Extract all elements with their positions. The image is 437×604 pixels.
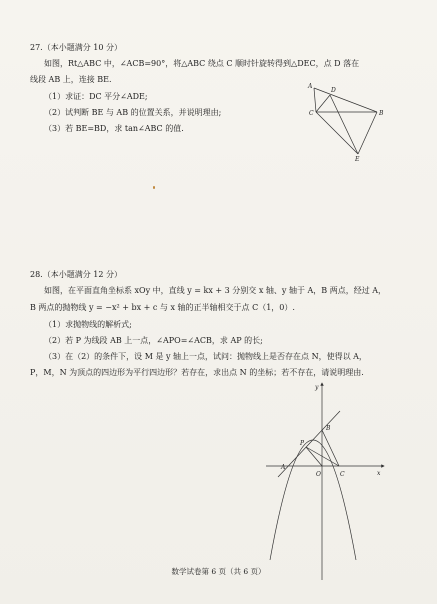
- q28-intro-line-1: 如图，在平面直角坐标系 xOy 中，直线 y = kx + 3 分别交 x 轴、y 轴于 A，B 两点，经过 A，: [44, 286, 387, 295]
- label-c: C: [340, 471, 345, 478]
- label-o: O: [316, 471, 321, 478]
- q28-part-3-cont: P，M，N 为顶点的四边形为平行四边形？若存在，求出点 N 的坐标；若不存在，请说明理由.: [30, 368, 364, 377]
- q28-part-1: （1）求抛物线的解析式;: [44, 320, 132, 329]
- label-e: E: [355, 156, 360, 163]
- label-y: y: [315, 384, 319, 391]
- q28-part-2: （2）若 P 为线段 AB 上一点，∠APO=∠ACB，求 AP 的长;: [44, 336, 263, 345]
- q28-intro-line-2: B 两点的抛物线 y = −x² + bx + c 与 x 轴的正半轴相交于点 C（1，0）.: [30, 303, 295, 312]
- label-b: B: [379, 110, 384, 117]
- label-a: A: [308, 83, 313, 90]
- label-a: A: [281, 464, 286, 471]
- q28-part-3: （3）在（2）的条件下，设 M 是 y 轴上一点，试问：抛物线上是否存在点 N，使得以 A，: [44, 352, 367, 361]
- label-c: C: [309, 110, 314, 117]
- q27-part-2: （2）试判断 BE 与 AB 的位置关系，并说明理由;: [44, 108, 222, 117]
- label-d: D: [331, 87, 336, 94]
- q27-part-1: （1）求证：DC 平分∠ADE;: [44, 92, 148, 101]
- page-footer: 数学试卷第 6 页（共 6 页）: [171, 567, 266, 576]
- q27-intro-line-2: 线段 AB 上，连接 BE.: [30, 75, 112, 84]
- q27-part-3: （3）若 BE=BD，求 tan∠ABC 的值.: [44, 124, 184, 133]
- segment-pc: [306, 447, 339, 466]
- q27-header: 27.（本小题满分 10 分）: [30, 43, 122, 52]
- label-x: x: [377, 470, 381, 477]
- q27-intro-line-1: 如图，Rt△ABC 中，∠ACB=90°，将△ABC 绕点 C 顺时针旋转得到△DEC，点 D 落在: [44, 59, 360, 68]
- segment-po: [306, 447, 322, 466]
- parabola-curve: [270, 440, 356, 560]
- q28-header: 28.（本小题满分 12 分）: [30, 270, 122, 279]
- label-b: B: [326, 425, 331, 432]
- label-p: P: [300, 440, 305, 447]
- line-ab: [278, 411, 340, 477]
